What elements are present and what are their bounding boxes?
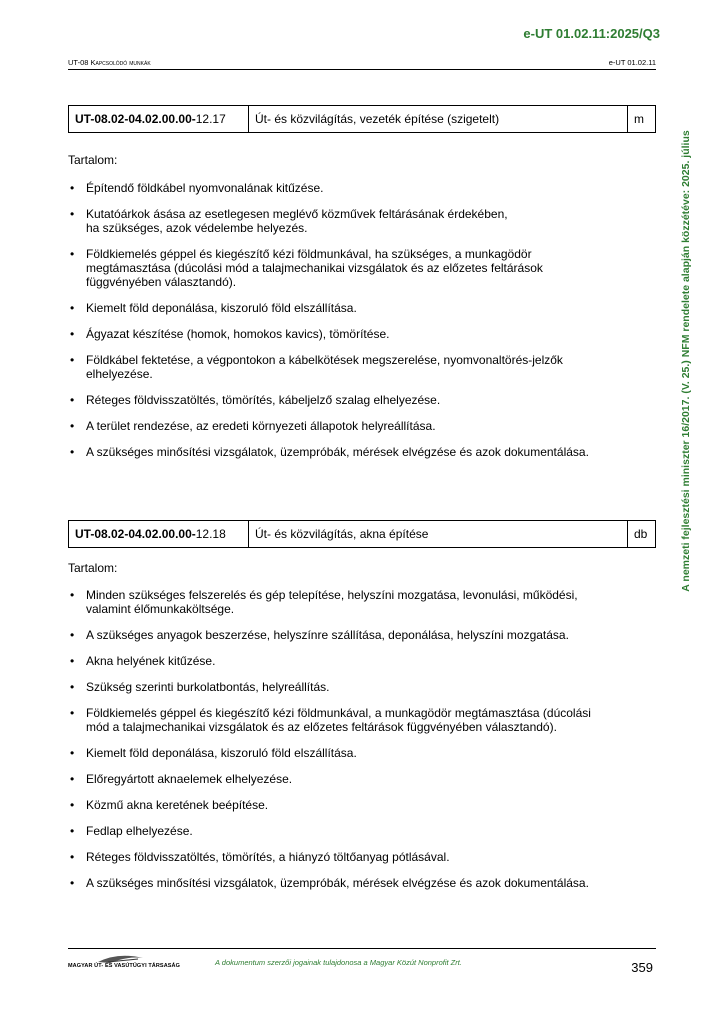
document-code: e-UT 01.02.11:2025/Q3 [523,26,660,41]
side-note-text: A nemzeti fejlesztési miniszter 16/2017. (V. 25.) NFM rendelete alapján közzétéve: 2025. július [680,130,692,592]
list-item: • Akna helyének kitűzése. [68,654,658,668]
list-item: • Kiemelt föld deponálása, kiszoruló föld elszállítása. [68,746,658,760]
list-item: • Építendő földkábel nyomvonalának kitűzése. [68,181,658,195]
item-header-table-1 [68,105,656,133]
copyright-notice: A dokumentum szerzői jogainak tulajdonosa a Magyar Közút Nonprofit Zrt. [215,958,462,967]
publication-side-note [676,96,696,626]
item-code-bold: UT-08.02-04.02.00.00- [75,527,196,541]
list-item: • Réteges földvisszatöltés, tömörítés, a hiányzó töltőanyag pótlásával. [68,850,658,864]
list-item: • Kutatóárkok ásása az esetlegesen meglévő közművek feltárásának érdekében, ha szükséges, azok védelembe helyezés. [68,207,658,235]
list-item: • Réteges földvisszatöltés, tömörítés, kábeljelző szalag elhelyezése. [68,393,658,407]
list-item: • A szükséges minősítési vizsgálatok, üzempróbák, mérések elvégzése és azok dokumentálása. [68,876,658,890]
list-item: • A terület rendezése, az eredeti környezeti állapotok helyreállítása. [68,419,658,433]
list-item: • Fedlap elhelyezése. [68,824,658,838]
footer-rule [68,948,656,949]
item-code-bold: UT-08.02-04.02.00.00- [75,112,196,126]
logo-text: MAGYAR ÚT- ÉS VASÚTÜGYI TÁRSASÁG [68,963,180,969]
item-code-cell [69,521,249,547]
page-number: 359 [631,960,653,975]
content-label-1: Tartalom: [68,153,118,167]
item-code-cell [69,106,249,132]
list-item: • Közmű akna keretének beépítése. [68,798,658,812]
list-item: • Minden szükséges felszerelés és gép telepítése, helyszíni mozgatása, levonulási, működési, valamint élőmunkaköltsége. [68,588,658,616]
item-title-cell: Út- és közvilágítás, vezeték építése (szigetelt) [249,106,628,132]
item-unit-cell: db [634,527,648,541]
list-item: • Földkiemelés géppel és kiegészítő kézi földmunkával, a munkagödör megtámasztása (dúcolási mód a talajmechanikai vizsgálatok és az előzetes feltárások függvényében választandó). [68,706,658,734]
content-label-2: Tartalom: [68,561,118,575]
item-unit-cell: m [634,112,644,126]
content-list-1 [68,181,658,471]
item-title-cell: Út- és közvilágítás, akna építése [249,521,628,547]
list-item: • A szükséges minősítési vizsgálatok, üzempróbák, mérések elvégzése és azok dokumentálása. [68,445,658,459]
list-item: • Földkábel fektetése, a végpontokon a kábelkötések megszerelése, nyomvonaltörés-jelzők elhelyezése. [68,353,658,381]
content-list-2 [68,588,658,902]
list-item: • Előregyártott aknaelemek elhelyezése. [68,772,658,786]
list-item: • A szükséges anyagok beszerzése, helyszínre szállítása, deponálása, helyszíni mozgatása. [68,628,658,642]
list-item: • Szükség szerinti burkolatbontás, helyreállítás. [68,680,658,694]
list-item: • Kiemelt föld deponálása, kiszoruló föld elszállítása. [68,301,658,315]
header-section-title: UT-08 Kapcsolódó munkák [68,58,151,67]
item-header-table-2 [68,520,656,548]
list-item: • Földkiemelés géppel és kiegészítő kézi földmunkával, ha szükséges, a munkagödör megtámasztása (dúcolási mód a talajmechanikai vizsgálatok és az előzetes feltárások függvényében választandó). [68,247,658,289]
item-code-suffix: 12.18 [195,527,226,541]
mautt-logo [68,950,178,974]
list-item: • Ágyazat készítése (homok, homokos kavics), tömörítése. [68,327,658,341]
item-code-suffix: 12.17 [195,112,226,126]
header-doc-id: e-UT 01.02.11 [608,58,656,67]
running-header [68,58,656,70]
